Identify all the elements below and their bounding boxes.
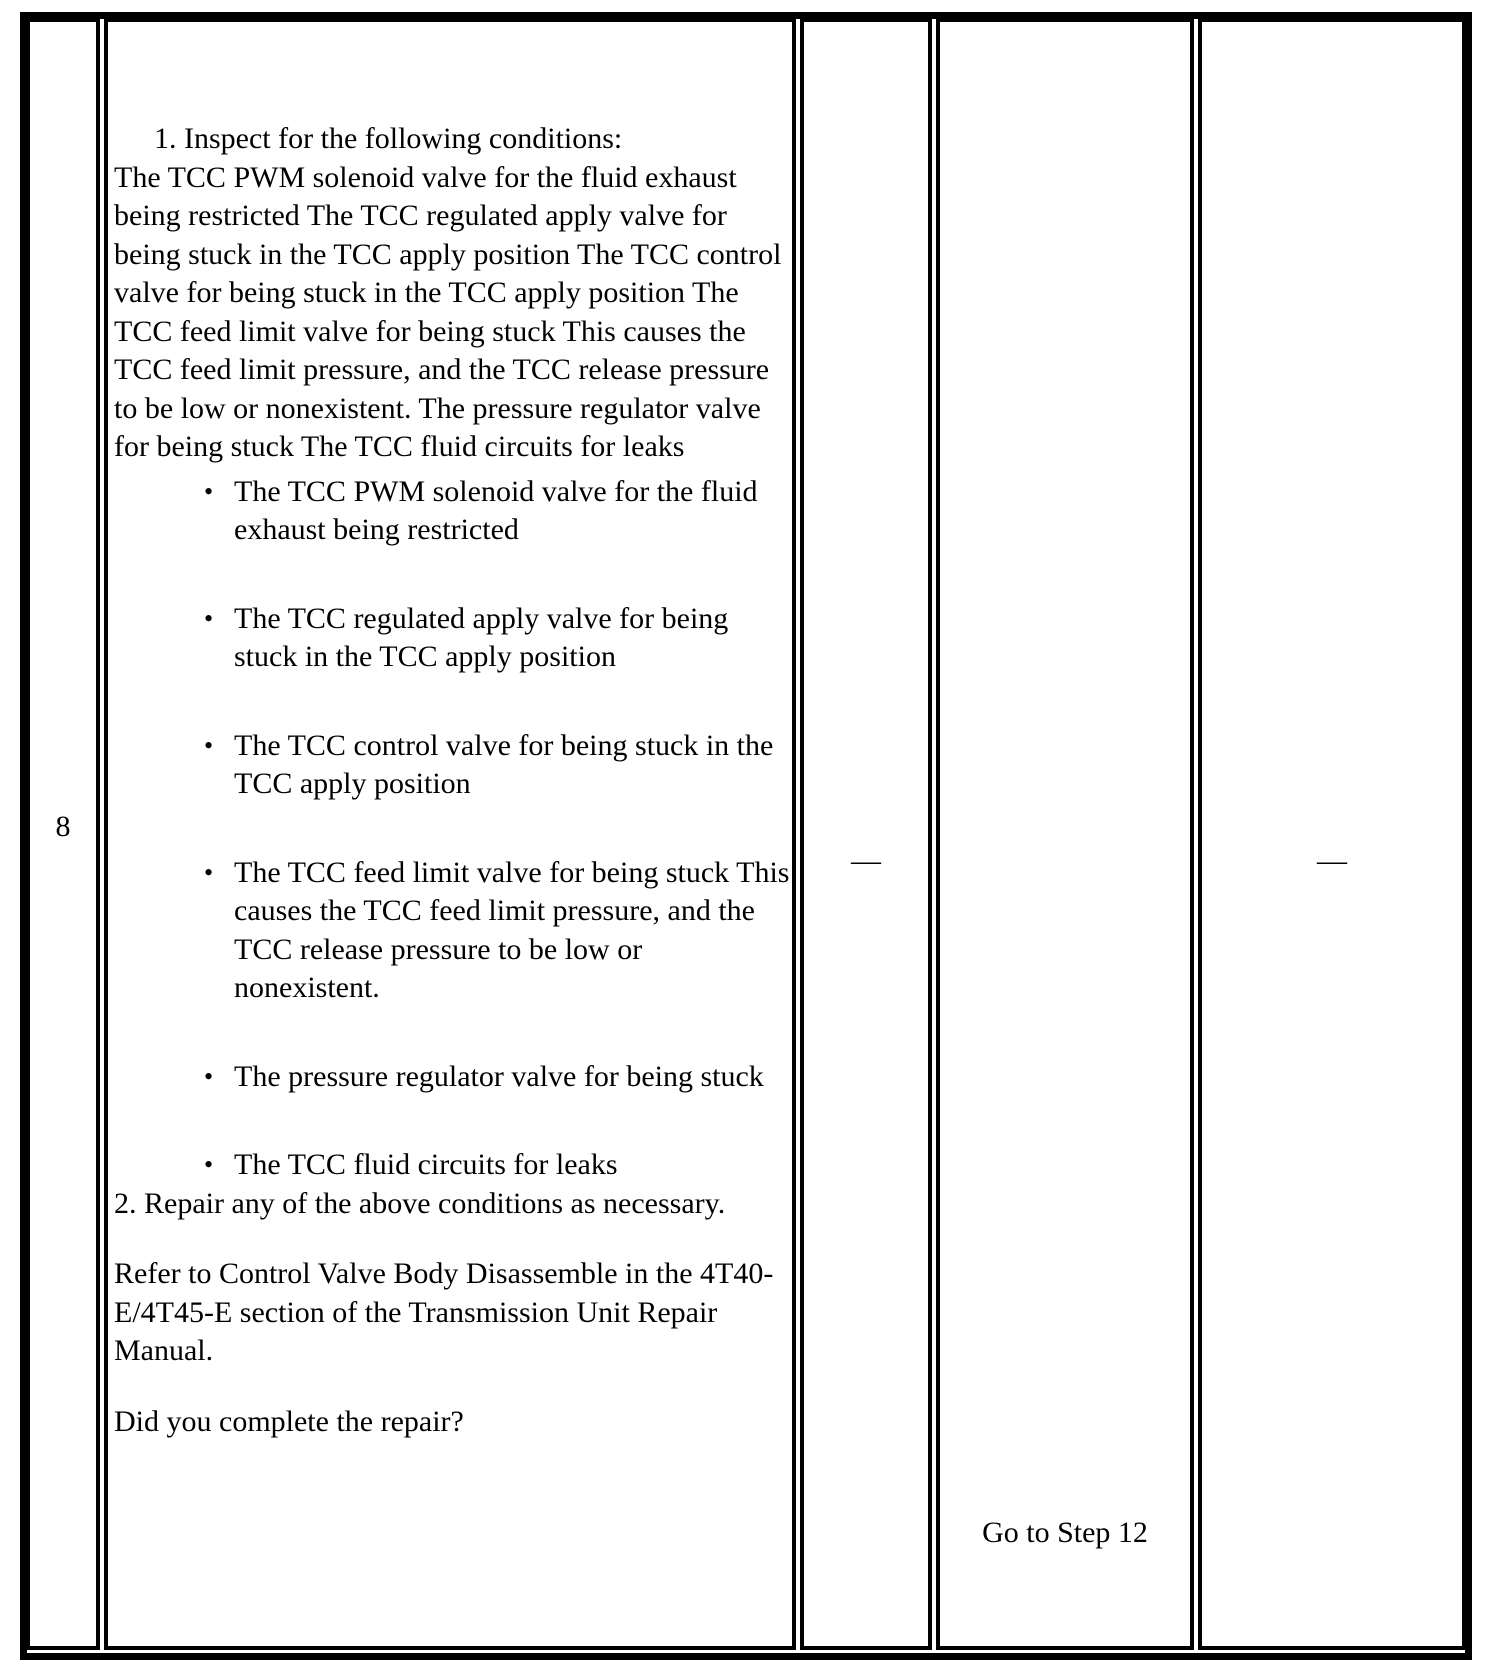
list-item: • The TCC fluid circuits for leaks (114, 1146, 794, 1185)
yes-action: Go to Step 12 (982, 1516, 1148, 1549)
list-item: • The TCC PWM solenoid valve for the fluid exhaust being restricted (204, 474, 758, 546)
step-number: 8 (55, 810, 71, 843)
list-item: • The TCC control valve for being stuck in the TCC apply position (204, 728, 774, 800)
bullet-icon: • (204, 476, 214, 506)
list-item: • The TCC regulated apply valve for being stuck in the TCC apply position (204, 601, 729, 673)
no-dash: — (1317, 844, 1347, 877)
question-text: Did you complete the repair? (114, 1404, 464, 1438)
list-item: • The TCC feed limit valve for being stuck This causes the TCC feed limit pressure, and the TCC release pressure to be low or nonexistent. (204, 855, 790, 1004)
action-cell (104, 18, 796, 1650)
yes-cell (936, 18, 1194, 1650)
conditions-list (114, 473, 794, 1185)
no-cell (1198, 18, 1466, 1650)
value-cell (800, 18, 932, 1650)
value-dash: — (851, 844, 881, 877)
bullet-icon: • (204, 857, 214, 887)
step-cell (26, 18, 100, 1650)
bullet-icon: • (204, 730, 214, 760)
step-item-2: 2. Repair any of the above conditions as necessary. (114, 1186, 726, 1220)
list-item: • The pressure regulator valve for being stuck (114, 1058, 794, 1097)
bullet-icon: • (204, 603, 214, 633)
step-item-1: 1. Inspect for the following conditions: (154, 122, 623, 155)
action-content (114, 120, 794, 1441)
bullet-icon: • (204, 1150, 214, 1179)
conditions-summary: The TCC PWM solenoid valve for the fluid exhaust being restricted The TCC regulated apply valve for being stuck in the TCC apply position The TCC control valve for being stuck in the TCC apply position The TCC feed limit valve for being stuck This causes the TCC feed limit pressure, and the TCC release pressure to be low or nonexistent. The pressure regulator valve for being stuck The TCC fluid circuits for leaks (114, 160, 782, 463)
reference-text: Refer to Control Valve Body Disassemble in the 4T40-E/4T45-E section of the Transmission Unit Repair Manual. (114, 1257, 774, 1367)
bullet-icon: • (204, 1061, 214, 1091)
